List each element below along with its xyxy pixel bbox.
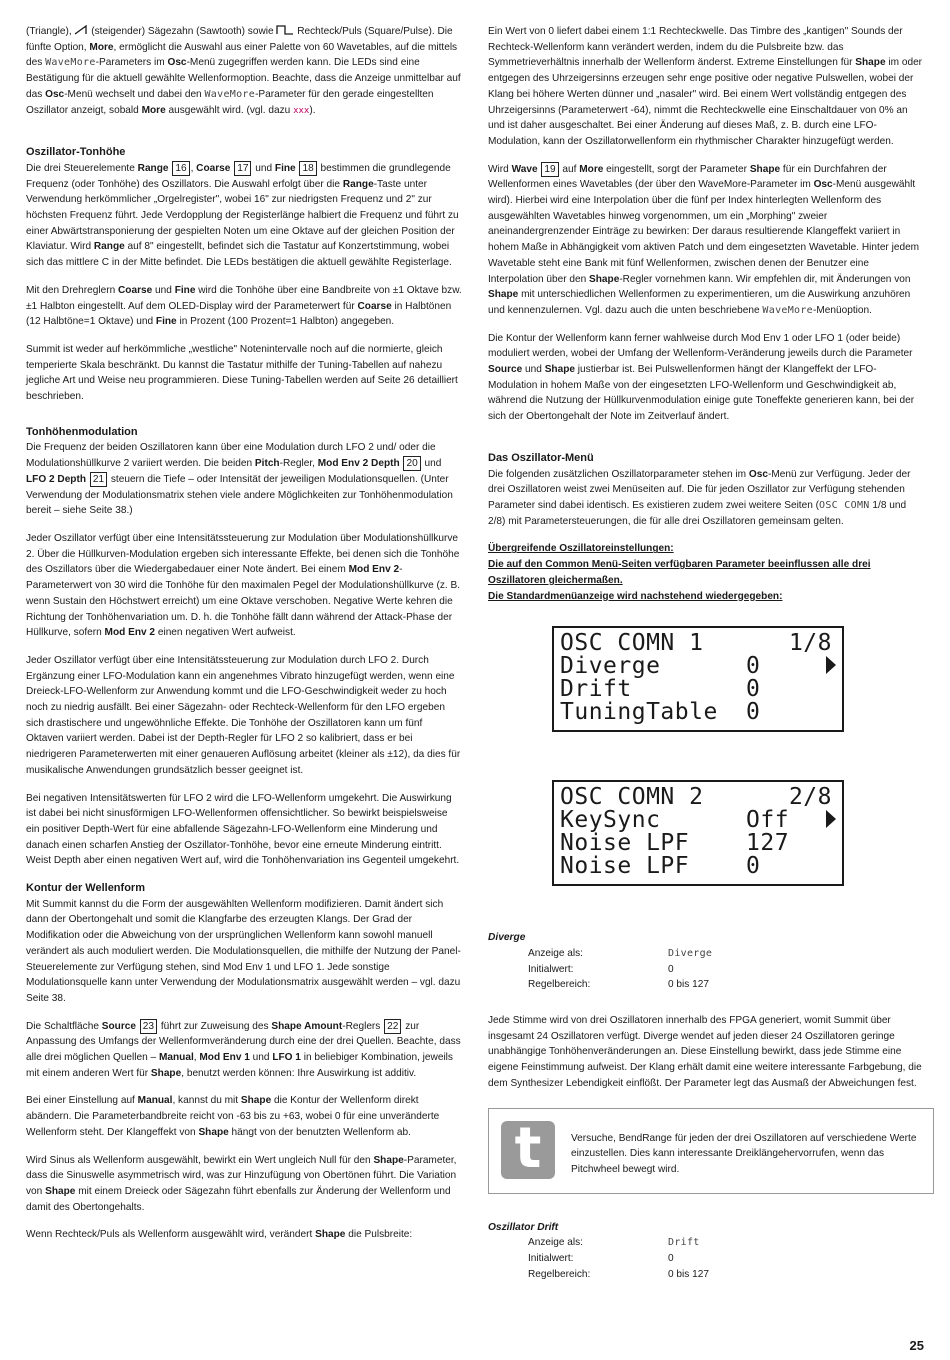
- page-number: 25: [909, 1338, 924, 1354]
- paragraph-menue: Die folgenden zusätzlichen Oszillatorparameter stehen im Osc-Menü zur Verfügung. Jeder der drei Oszillatoren weist zwei Menüseiten auf. Die für jeden Oszillator zur Verfügung stehenden Parameter sind dabei identisch. Es existieren zudem zwei weitere Seiten (OSC COMN 1/8 und 2/8) mit Parametersteuerungen, die für alle drei Oszillatoren gemeinsam gelten.: [488, 468, 911, 527]
- lcd-row: Noise LPF 0: [560, 853, 761, 880]
- intro-paragraph: (Triangle), (steigender) Sägezahn (Sawtooth) sowie Rechteck/Puls (Square/Pulse). Die fünfte Option, More, ermöglicht die Auswahl aus einer Palette von 60 Wavetables, auf die mittels des WaveMore-Parameters im Osc-Menü zugegriffen werden kann. Die LEDs sind eine Bestätigung für die aktuell gewählte Wellenformoption. Beachte, dass die Anzeige unmittelbar auf das Osc-Menü wechselt und dabei den WaveMore-Parameter für den gerade eingestellten Oszillator anzeigt, sobald More ausgewählt wird. (vgl. dazu xxx).: [26, 26, 461, 116]
- lcd-row: OSC COMN 1 1/8: [560, 630, 832, 657]
- underline-heading-2: Die auf den Common Menü-Seiten verfügbaren Parameter beeinflussen alle drei Oszillatoren gleichermaßen.: [488, 559, 871, 586]
- sawtooth-icon: [74, 25, 88, 35]
- tip-text: Versuche, BendRange für jeden der drei Oszillatoren auf verschiedene Werte einzustellen. Dies kann interessante Dreiklängehervorrufen, wenn das Pitchwheel bewegt wird.: [571, 1132, 917, 1175]
- param-row: Regelbereich: 0 bis 127: [528, 1268, 709, 1280]
- param-heading-diverge: Diverge: [488, 932, 526, 944]
- param-row: Initialwert: 0: [528, 1252, 674, 1264]
- lcd-display-osc-comn-2: [552, 780, 844, 886]
- param-row: Anzeige als: Diverge: [528, 947, 713, 959]
- heading-oszillator-tonhoehe: Oszillator-Tonhöhe: [26, 146, 126, 159]
- paragraph-tonhoehe-2: Mit den Drehreglern Coarse und Fine wird die Tonhöhe über eine Bandbreite von ±1 Oktave bzw. ±1 Halbton eingestellt. Auf dem OLED-Display wird der Parameterwert für Coarse in Halbtönen (12 Halbtöne=1 Oktave) und Fine in Prozent (100 Prozent=1 Halbton) angegeben.: [26, 284, 462, 328]
- lcd-row: TuningTable 0: [560, 699, 761, 726]
- paragraph-kontur-mod: Die Kontur der Wellenform kann ferner wahlweise durch Mod Env 1 oder LFO 1 (oder beide) moduliert werden, wobei der Umfang der Wellenform-Veränderung jeweils durch die Parameter Source und Shape justierbar ist. Bei Pulswellenformen hängt der Klangeffekt der LFO-Modulation in hohem Maße von der eingesetzten LFO-Wellenform und Geschwindigkeit ab, während die Nutzung der Hüllkurvenmodulation einige gute Toneffekte generieren kann, bei der sich der Obertongehalt der Note im Zeitverlauf ändert.: [488, 332, 915, 423]
- paragraph-mod-3: Jeder Oszillator verfügt über eine Intensitätssteuerung zur Modulation durch LFO 2. Durch Ergänzung einer LFO-Modulation kann ein angenehmes Vibrato hinzugefügt werden, wenn eine Dreieck-LFO-Wellenform zur Anwendung kommt und die LFO-Geschwindigkeit weder zu hoch noch zu niedrig ausfällt. Bei einer Sägezahn- oder Rechteck-Wellenform für den LFO ergeben sich drastischere und ungewöhnliche Effekte. Die Tonhöhe der Oszillatoren kann um fünf Oktaven variiert werden. Dabei ist der Depth-Regler für LFO 2 so kalibriert, dass er bei niedrigeren Parameterwerten mit einer genaueren Auflösung arbeitet (kleiner als ±12), da dies für musikalische Anwendungen grundsätzlich besser geeignet ist.: [26, 654, 461, 776]
- heading-tonhoehenmodulation: Tonhöhenmodulation: [26, 425, 138, 438]
- square-wave-icon: [276, 25, 294, 35]
- paragraph-kontur-1: Mit Summit kannst du die Form der ausgewählten Wellenform modifizieren. Damit ändert sich dann der Obertongehalt und somit die Klangfarbe des erzeugten Klangs. Der Grad der Modifikation oder die Abweichung von der ursprünglichen Wellenform kann sowohl manuell verändert als auch moduliert werden. Die Modulationsquellen, die mithilfe der Nutzung der Panel-Steuerelemente zur Verfügung stehen, sind Mod Env 1 und LFO 1. Jede sonstige Modulationsquelle kann unter Verwendung der Modulationsmatrix ausgewählt werden – vgl. dazu Seite 38.: [26, 898, 461, 1004]
- param-row: Anzeige als: Drift: [528, 1237, 700, 1249]
- right-column: [488, 24, 924, 1282]
- paragraph-wave-more: Wird Wave 19 auf More eingestellt, sorgt der Parameter Shape für ein Durchfahren der Wellenformen eines Wavetables (der über den WaveMore-Parameter im Osc-Menü ausgewählt wird). Hierbei wird eine Interpolation über die fünf per Index hinterlegten Wellenform des ausgewählten Wavetables hinweg vorgenommen, um ein „Morphing" zweier aneinandergrenzender Einträge zu bewirken: Der daraus resultierende Klangeffekt variiert in hohem Maße in Abhängigkeit vom aktiven Patch und dem eingesetzten Wavetable. Hinter jedem Wavetable steht eine Bank mit fünf Wellenformen, zwischen denen der Benutzer eine Interpolation über den Shape-Regler vornehmen kann. Wir empfehlen dir, mit Änderungen von Shape mit unterschiedlichen Wellenformen zu experimentieren, um die Auswirkung anzuhören und kennenzulernen. Vgl. dazu auch die unten beschriebene WaveMore-Menüoption.: [488, 163, 920, 316]
- lcd-row: Drift 0: [560, 676, 761, 703]
- paragraph-mod-4: Bei negativen Intensitätswerten für LFO 2 wird die LFO-Wellenform umgekehrt. Die Auswirkung ist dabei bei nicht sinusförmigen LFO-Wellenformen offensichtlicher. So bewirkt beispielsweise ein positiver Depth-Wert für eine abfallende Sägezahn-LFO-Wellenform eine Minderung und danach einen scharfen Anstieg der Oszillator-Tonhöhe, bevor eine erneute Minderung eintritt. Weist Depth aber einen negativen Wert auf, wird die Tonhöhenvariation ins Gegenteil umgekehrt.: [26, 792, 460, 867]
- tip-box: [488, 1108, 934, 1194]
- lcd-row: KeySync Off: [560, 807, 790, 834]
- heading-kontur: Kontur der Wellenform: [26, 882, 145, 895]
- lcd-row: Diverge 0: [560, 653, 761, 680]
- param-row: Regelbereich: 0 bis 127: [528, 979, 709, 991]
- arrow-right-icon: [826, 656, 836, 674]
- param-row: Initialwert: 0: [528, 963, 674, 975]
- tip-icon: t: [501, 1121, 555, 1179]
- paragraph-tonhoehe-1: Die drei Steuerelemente Range 16 , Coarse 17 und Fine 18 bestimmen die grundlegende Frequenz (oder Tonhöhe) des Oszillators. Die Auswahl erfolgt über die Range-Taste unter Verwendung herkömmlicher „Orgelregister", wobei 16" zur niedrigsten Frequenz und 2" zur höchsten Frequenz führt. Jede Verdopplung der Registerlänge halbiert die Frequenz und führt zu einer Abwärtstransponierung der gespielten Noten um eine Oktave auf der gleichen Position der Klaviatur. Wird Range auf 8" eingestellt, befindet sich die Tastatur auf Konzertstimmung, wobei sich das mittlere C in der Mitte befindet. Die LEDs bestätigen die aktuell gewählte Registerlage.: [26, 162, 459, 269]
- paragraph-kontur-2: Die Schaltfläche Source 23 führt zur Zuweisung des Shape Amount-Reglers 22 zur Anpassung des Umfangs der Wellenformveränderung durch eine der drei Quellen. Beachte, dass alle drei möglichen Quellen – Manual, Mod Env 1 und LFO 1 in beliebiger Kombination, jeweils mit einem anderen Wert für Shape, benutzt werden können: Ihre Auswirkung ist additiv.: [26, 1020, 461, 1079]
- arrow-right-icon: [826, 810, 836, 828]
- heading-oszillator-menue: Das Oszillator-Menü: [488, 451, 594, 464]
- paragraph-mod-2: Jeder Oszillator verfügt über eine Intensitätssteuerung zur Modulation über Modulationshüllkurve 2. Über die Hüllkurven-Modulation ergeben sich interessante Effekte, bei denen sich die Tonhöhe des Oszillators über die Wiedergabedauer einer Note ändert. Bei einem Mod Env 2-Parameterwert von 30 wird die Tonhöhe für den maximalen Pegel der Modulationshüllkurve (z. B. wenn Sustain den Höchstwert erreicht) um eine Oktave verschoben. Negative Werte kehren die Richtung der Tonhöhenvariation um. D. h. die Tonhöhe fällt dann während der Attack-Phase der Hüllkurve, sofern Mod Env 2 einen negativen Wert aufweist.: [26, 532, 461, 639]
- left-column: [26, 24, 462, 1255]
- paragraph-kontur-4: Wird Sinus als Wellenform ausgewählt, bewirkt ein Wert ungleich Null für den Shape-Parameter, dass die Sinuswelle asymmetrisch wird, was zur Hinzufügung von Obertönen führt. Die Variation von Shape mit einem Dreieck oder Sägezahn führt ebenfalls zur Änderung der Wellenform und damit des Obertongehalts.: [26, 1154, 457, 1213]
- underline-heading-1: Übergreifende Oszillatoreinstellungen:: [488, 543, 674, 555]
- param-heading-drift: Oszillator Drift: [488, 1221, 559, 1233]
- lcd-row: Noise LPF 127: [560, 830, 790, 857]
- paragraph-mod-1: Die Frequenz der beiden Oszillatoren kann über eine Modulation durch LFO 2 und/ oder die Modulationshüllkurve 2 variiert werden. Die beiden Pitch-Regler, Mod Env 2 Depth 20 und LFO 2 Depth 21 steuern die Tiefe – oder Intensität der jeweiligen Modulationsquellen. (Unter Verwendung der Modulationsmatrix stehen viele andere Möglichkeiten zur Tonhöhenmodulation bereit – siehe Seite 38.): [26, 442, 453, 517]
- paragraph-kontur-3: Bei einer Einstellung auf Manual, kannst du mit Shape die Kontur der Wellenform direkt abändern. Die Parameterbandbreite reicht von -63 bis zu +63, wobei 0 für eine unveränderte Wellenform steht. Der Klangeffekt von Shape hängt von der benutzten Wellenform ab.: [26, 1095, 440, 1138]
- paragraph-diverge: Jede Stimme wird von drei Oszillatoren innerhalb des FPGA generiert, womit Summit über insgesamt 24 Oszillatoren verfügt. Diverge wendet auf jeden dieser 24 Oszillatoren geringe unabhängige Tonhöhenveränderungen an. Diese Einstellung bewirkt, dass jede Stimme eine eigene Feinstimmung aufweist. Der Klang erhält damit eine weitere interessante Farbgebung, die dem Synthesizer Lebendigkeit einflößt. Der Parameter legt das Ausmaß der Abweichungen fest.: [488, 1015, 922, 1089]
- paragraph-kontur-5: Wenn Rechteck/Puls als Wellenform ausgewählt wird, verändert Shape die Pulsbreite:: [26, 1229, 413, 1241]
- underline-heading-3: Die Standardmenüanzeige wird nachstehend wiedergegeben:: [488, 590, 783, 602]
- paragraph-tonhoehe-3: Summit ist weder auf herkömmliche „westliche" Notenintervalle noch auf die normierte, gleich temperierte Skala beschränkt. Du kannst die Tastatur mithilfe der Tuning-Tabellen auf nahezu jegliche Art und Weise neu programmieren. Diese Tuning-Tabellen werden auf Seite 26 detailliert beschrieben.: [26, 343, 458, 403]
- paragraph-puls: Ein Wert von 0 liefert dabei einem 1:1 Rechteckwelle. Das Timbre des „kantigen" Sounds der Rechteck-Wellenform kann verändert werden, indem du die Pulsbreite bzw. das Symmetrieverhältnis innerhalb der Wellenform änderst. Extreme Einstellungen für Shape im oder entgegen des Uhrzeigersinns erzeugen sehr enge positive oder negative Pulswellen, wobei der Klang bei höhere Werten dünner und „nasaler" wird. Bei einem Wert vollständig entgegen des Uhrzeigersinns (Parameterwert -64), nimmt die Rechteckwelle eine Einschaltdauer von 0% an und ist daher ausgeschaltet. Bei einer Änderung auf dieses Maß, z. B. durch eine LFO-Modulation, kann der Oszillatorwellenform ein rhythmischer Charakter hinzugefügt werden.: [488, 26, 923, 147]
- lcd-display-osc-comn-1: [552, 626, 844, 732]
- lcd-row: OSC COMN 2 2/8: [560, 784, 832, 811]
